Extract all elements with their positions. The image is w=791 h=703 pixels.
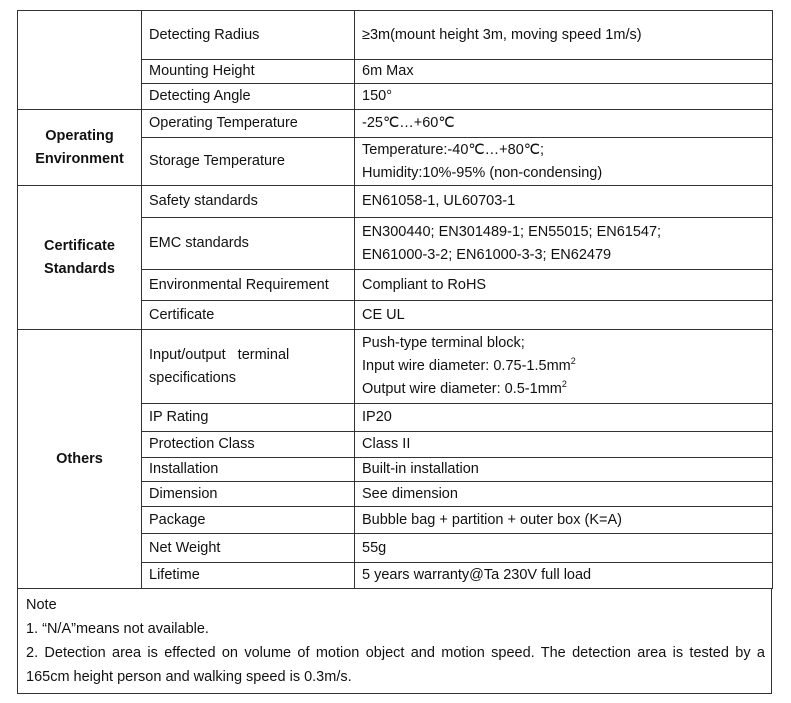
table-row xyxy=(18,330,773,404)
note-item: 1. “N/A”means not available. xyxy=(26,621,209,637)
value-protection-class: Class II xyxy=(355,432,773,458)
param-line: Input/output terminal xyxy=(149,346,290,363)
group-label-line: Standards xyxy=(44,260,115,277)
value-certificate: CE UL xyxy=(355,301,773,330)
value-ip-rating: IP20 xyxy=(355,404,773,432)
group-others: Others xyxy=(18,330,142,589)
value-installation: Built-in installation xyxy=(355,458,773,482)
value-safety-standards: EN61058-1, UL60703-1 xyxy=(355,186,773,218)
param-lifetime: Lifetime xyxy=(142,563,355,589)
value-net-weight: 55g xyxy=(355,534,773,563)
value-emc-standards xyxy=(355,218,773,270)
value-text: Input wire diameter: 0.75-1.5mm xyxy=(362,358,571,374)
group-operating-environment xyxy=(18,110,142,186)
param-package: Package xyxy=(142,507,355,534)
value-line xyxy=(362,378,765,401)
group-cell-empty xyxy=(18,11,142,110)
param-safety-standards: Safety standards xyxy=(142,186,355,218)
param-net-weight: Net Weight xyxy=(142,534,355,563)
param-installation: Installation xyxy=(142,458,355,482)
table-row xyxy=(18,11,773,60)
group-label-line: Environment xyxy=(35,150,124,167)
group-label-line: Operating xyxy=(45,127,114,144)
value-detecting-radius: ≥3m(mount height 3m, moving speed 1m/s) xyxy=(355,11,773,60)
table-row xyxy=(18,186,773,218)
value-operating-temperature: -25℃…+60℃ xyxy=(355,110,773,138)
value-line xyxy=(362,355,765,378)
note-item: 2. Detection area is effected on volume of motion object and motion speed. The detection area is tested by a 165cm height person and walking speed is 0.3m/s. xyxy=(26,645,765,685)
group-label-line: Certificate xyxy=(44,237,115,254)
value-text: Output wire diameter: 0.5-1mm xyxy=(362,381,562,397)
param-emc-standards: EMC standards xyxy=(142,218,355,270)
value-dimension: See dimension xyxy=(355,482,773,507)
value-lifetime: 5 years warranty@Ta 230V full load xyxy=(355,563,773,589)
value-package: Bubble bag + partition + outer box (K=A) xyxy=(355,507,773,534)
param-dimension: Dimension xyxy=(142,482,355,507)
value-mounting-height: 6m Max xyxy=(355,60,773,84)
param-terminal-specifications xyxy=(142,330,355,404)
spec-table xyxy=(17,10,773,589)
value-line: Temperature:-40℃…+80℃; xyxy=(362,141,545,158)
note-box xyxy=(17,589,772,694)
superscript: 2 xyxy=(570,356,576,367)
value-line: Humidity:10%-95% (non-condensing) xyxy=(362,164,603,181)
param-certificate: Certificate xyxy=(142,301,355,330)
value-detecting-angle: 150° xyxy=(355,84,773,110)
group-certificate-standards xyxy=(18,186,142,330)
param-operating-temperature: Operating Temperature xyxy=(142,110,355,138)
param-mounting-height: Mounting Height xyxy=(142,60,355,84)
value-line: EN61000-3-2; EN61000-3-3; EN62479 xyxy=(362,246,612,263)
value-environmental-requirement: Compliant to RoHS xyxy=(355,270,773,301)
param-environmental-requirement: Environmental Requirement xyxy=(142,270,355,301)
param-ip-rating: IP Rating xyxy=(142,404,355,432)
param-line: specifications xyxy=(149,369,237,386)
value-storage-temperature xyxy=(355,138,773,186)
value-terminal-specifications xyxy=(355,330,773,404)
param-storage-temperature: Storage Temperature xyxy=(142,138,355,186)
value-line: EN300440; EN301489-1; EN55015; EN61547; xyxy=(362,223,662,240)
note-title: Note xyxy=(26,597,57,613)
spec-sheet xyxy=(17,10,772,694)
param-detecting-radius: Detecting Radius xyxy=(142,11,355,60)
param-detecting-angle: Detecting Angle xyxy=(142,84,355,110)
superscript: 2 xyxy=(561,379,567,390)
table-row xyxy=(18,110,773,138)
value-line: Push-type terminal block; xyxy=(362,335,525,351)
param-protection-class: Protection Class xyxy=(142,432,355,458)
